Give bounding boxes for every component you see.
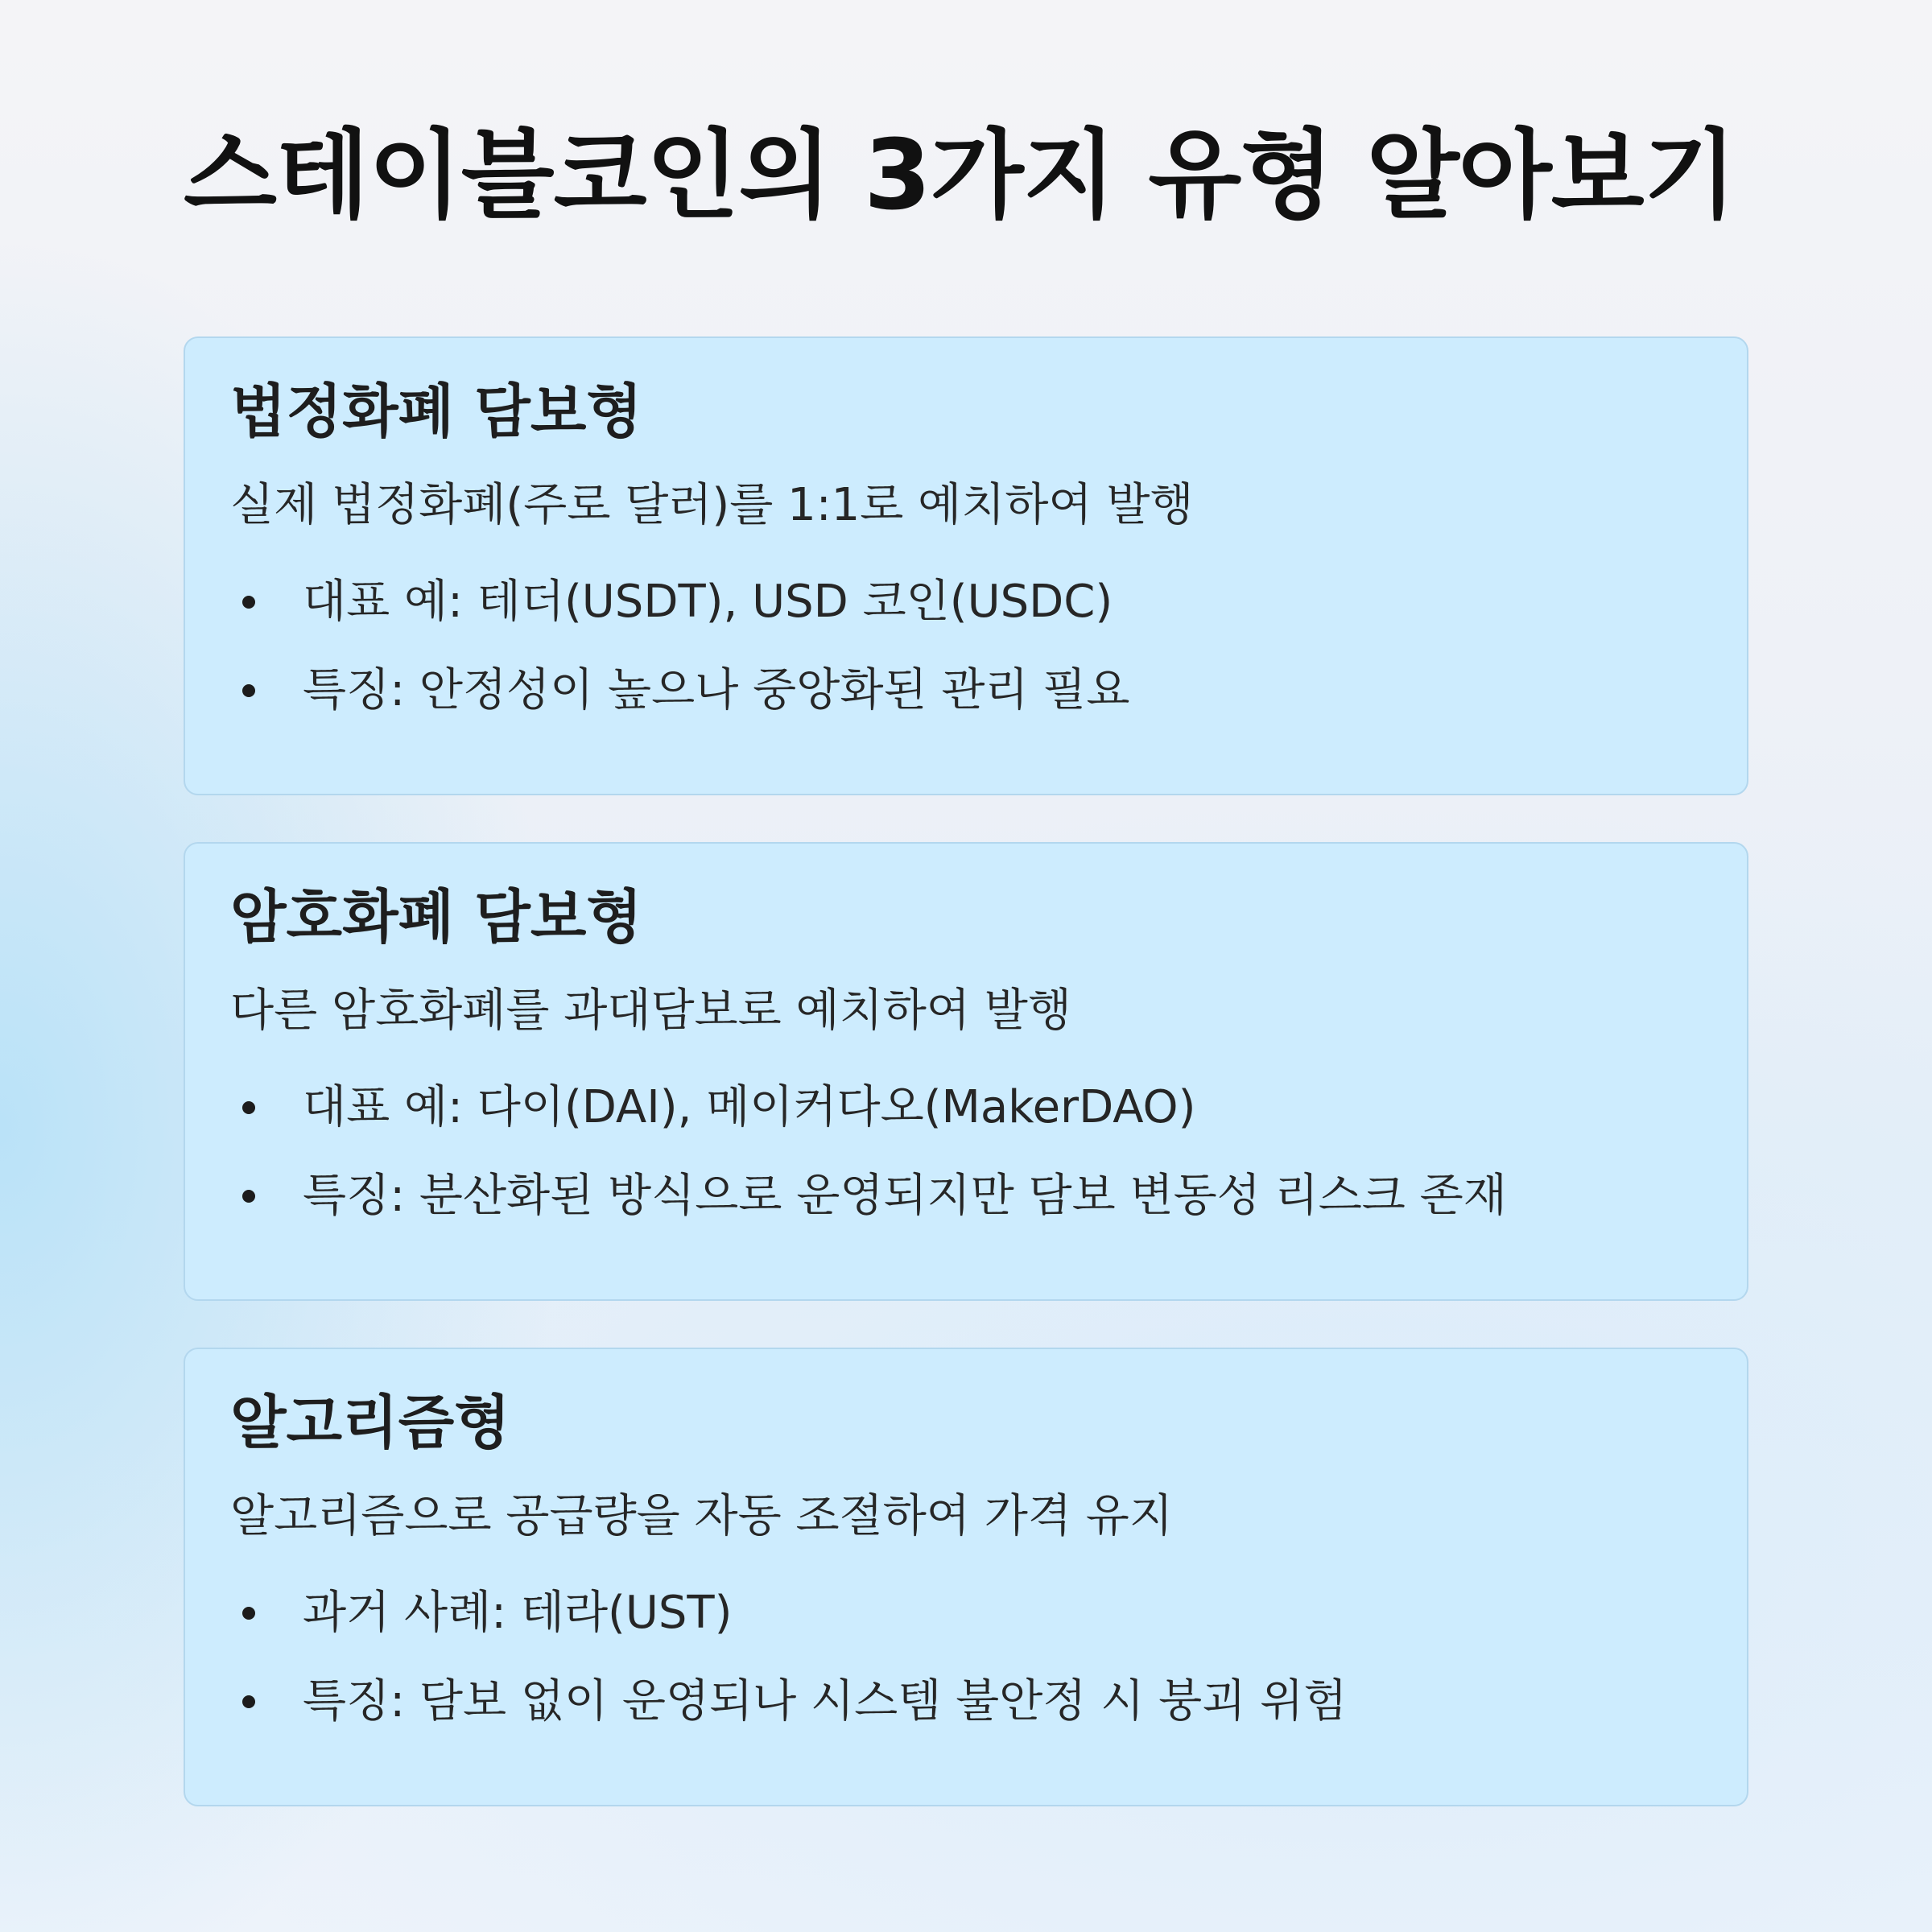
list-item-text: 대표 예: 다이(DAI), 메이커다오(MakerDAO) <box>303 1080 1196 1133</box>
list-item <box>230 1080 1702 1135</box>
card-title: 알고리즘형 <box>230 1389 510 1456</box>
card-crypto-collateralized <box>184 842 1748 1301</box>
list-item-text: 대표 예: 테더(USDT), USD 코인(USDC) <box>303 575 1113 628</box>
card-title: 법정화폐 담보형 <box>230 378 642 445</box>
page-title: 스테이블코인의 3가지 유형 알아보기 <box>184 120 1736 232</box>
card-fiat-collateralized <box>184 336 1748 795</box>
bullet-list <box>230 1586 1702 1729</box>
list-item-text: 특징: 담보 없이 운영되나 시스템 불안정 시 붕괴 위험 <box>303 1674 1348 1728</box>
bullet-icon <box>242 1607 255 1620</box>
card-algorithmic <box>184 1348 1748 1806</box>
bullet-icon <box>242 1695 255 1708</box>
card-description: 실제 법정화폐(주로 달러)를 1:1로 예치하여 발행 <box>230 479 1194 532</box>
list-item <box>230 663 1702 718</box>
bullet-list <box>230 575 1702 718</box>
bullet-icon <box>242 1190 255 1203</box>
list-item-text: 특징: 안정성이 높으나 중앙화된 관리 필요 <box>303 663 1130 716</box>
list-item-text: 과거 사례: 테라(UST) <box>303 1586 733 1639</box>
list-item-text: 특징: 분산화된 방식으로 운영되지만 담보 변동성 리스크 존재 <box>303 1169 1507 1222</box>
bullet-icon <box>242 684 255 697</box>
list-item <box>230 1674 1702 1729</box>
card-title: 암호화폐 담보형 <box>230 883 642 951</box>
card-description: 알고리즘으로 공급량을 자동 조절하여 가격 유지 <box>230 1490 1173 1543</box>
bullet-list <box>230 1080 1702 1224</box>
list-item <box>230 1586 1702 1641</box>
list-item <box>230 1169 1702 1224</box>
list-item <box>230 575 1702 630</box>
card-description: 다른 암호화폐를 과대담보로 예치하여 발행 <box>230 985 1071 1038</box>
bullet-icon <box>242 1101 255 1114</box>
bullet-icon <box>242 596 255 609</box>
